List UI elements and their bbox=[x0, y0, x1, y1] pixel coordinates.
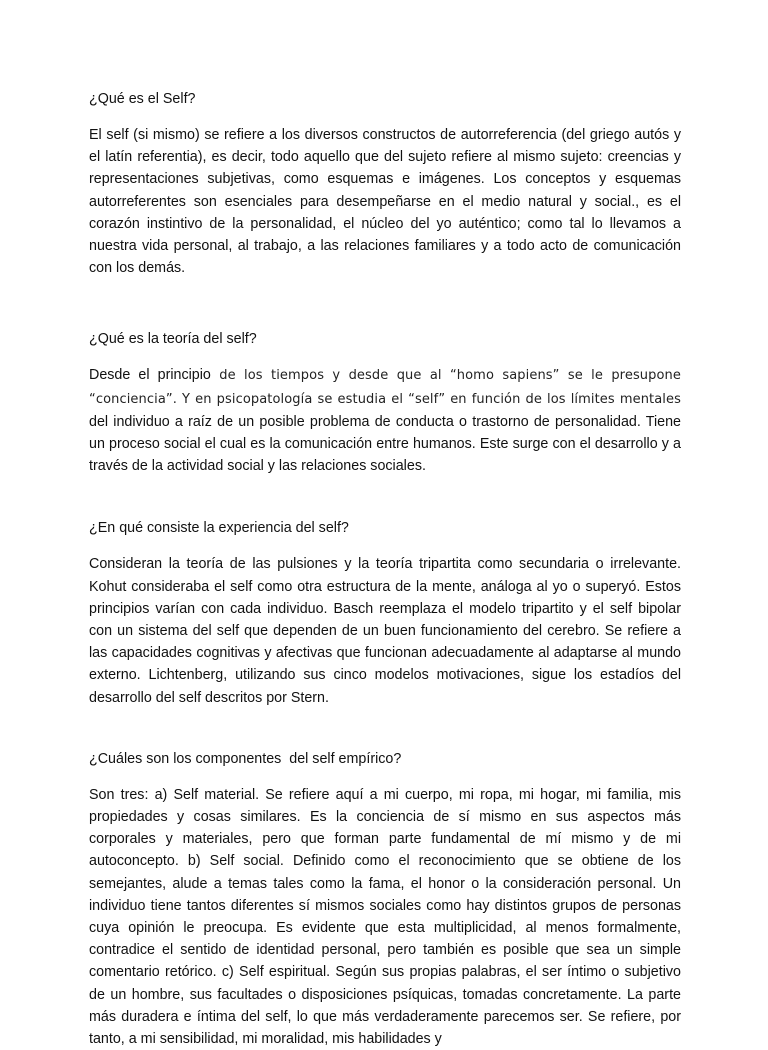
section-heading: ¿En qué consiste la experiencia del self? bbox=[89, 520, 349, 537]
section-paragraph: Son tres: a) Self material. Se refiere aquí a mi cuerpo, mi ropa, mi hogar, mi familia, mis propiedades y cosas similares. Es la conciencia de sí mismo en sus aspectos más corporales y materiales, pero que forman parte fundamental de mí mismo y de mi autoconcepto. b) Self social. Definido como el reconocimiento que se obtiene de los semejantes, alude a temas tales como la fama, el honor o la consideración personal. Un individuo tiene tantos diferentes sí mismos sociales como hay distintos grupos de personas cuya opinión le preocupa. Es evidente que esta multiplicidad, al menos formalmente, contradice el sentido de identidad personal, pero también es posible que sea un simple comentario retórico. c) Self espiritual. Según sus propias palabras, el ser íntimo o subjetivo de un hombre, sus facultades o disposiciones psíquicas, tomadas concretamente. La parte más duradera e íntima del self, lo que más verdaderamente parecemos ser. Se refiere, por tanto, a mi sensibilidad, mi moralidad, mis habilidades y bbox=[89, 786, 681, 1048]
section-what-is-self bbox=[89, 90, 681, 279]
paragraph-text: Desde el principio bbox=[89, 367, 211, 384]
section-heading: ¿Cuáles son los componentes del self empírico? bbox=[89, 750, 402, 767]
paragraph-text: del individuo a raíz de un posible problema de conducta o trastorno de personalidad. Tiene un proceso social el cual es la comunicación entre humanos. Este surge con el desarrollo y a través de la actividad social y las relaciones sociales. bbox=[89, 413, 681, 475]
document-page bbox=[89, 90, 681, 1050]
section-paragraph bbox=[89, 364, 681, 477]
section-paragraph: El self (si mismo) se refiere a los diversos constructos de autorreferencia (del griego autós y el latín referentia), es decir, todo aquello que del sujeto refiere al mismo sujeto: creencias y representaciones subjetivas, como esquemas e imágenes. Los conceptos y esquemas autorreferentes son esenciales para desempeñarse en el medio natural y social., es el corazón instintivo de la personalidad, el núcleo del yo auténtico; como tal lo llevamos a nuestra vida personal, al trabajo, a las relaciones familiares y a todo acto de comunicación con los demás. bbox=[89, 127, 681, 277]
section-self-experience bbox=[89, 519, 681, 708]
section-self-theory bbox=[89, 330, 681, 477]
paragraph-text-alt-font: de los tiempos y desde que al “homo sapiens” se le presupone “conciencia”. Y en psicopatología se estudia el “self” en función de los límites mentales bbox=[89, 368, 681, 407]
section-heading: ¿Qué es la teoría del self? bbox=[89, 331, 257, 348]
section-paragraph: Consideran la teoría de las pulsiones y la teoría tripartita como secundaria o irrelevante. Kohut consideraba el self como otra estructura de la mente, análoga al yo o superyó. Estos principios varían con cada individuo. Basch reemplaza el modelo tripartito y el self bipolar con un sistema del self que dependen de un buen funcionamiento del cerebro. Se refiere a las capacidades cognitivas y afectivas que funcionan adecuadamente al adaptarse al mundo externo. Lichtenberg, utilizando sus cinco modelos motivaciones, sigue los estadíos del desarrollo del self descritos por Stern. bbox=[89, 556, 681, 706]
section-empirical-self-components bbox=[89, 750, 681, 1050]
section-heading: ¿Qué es el Self? bbox=[89, 91, 196, 107]
